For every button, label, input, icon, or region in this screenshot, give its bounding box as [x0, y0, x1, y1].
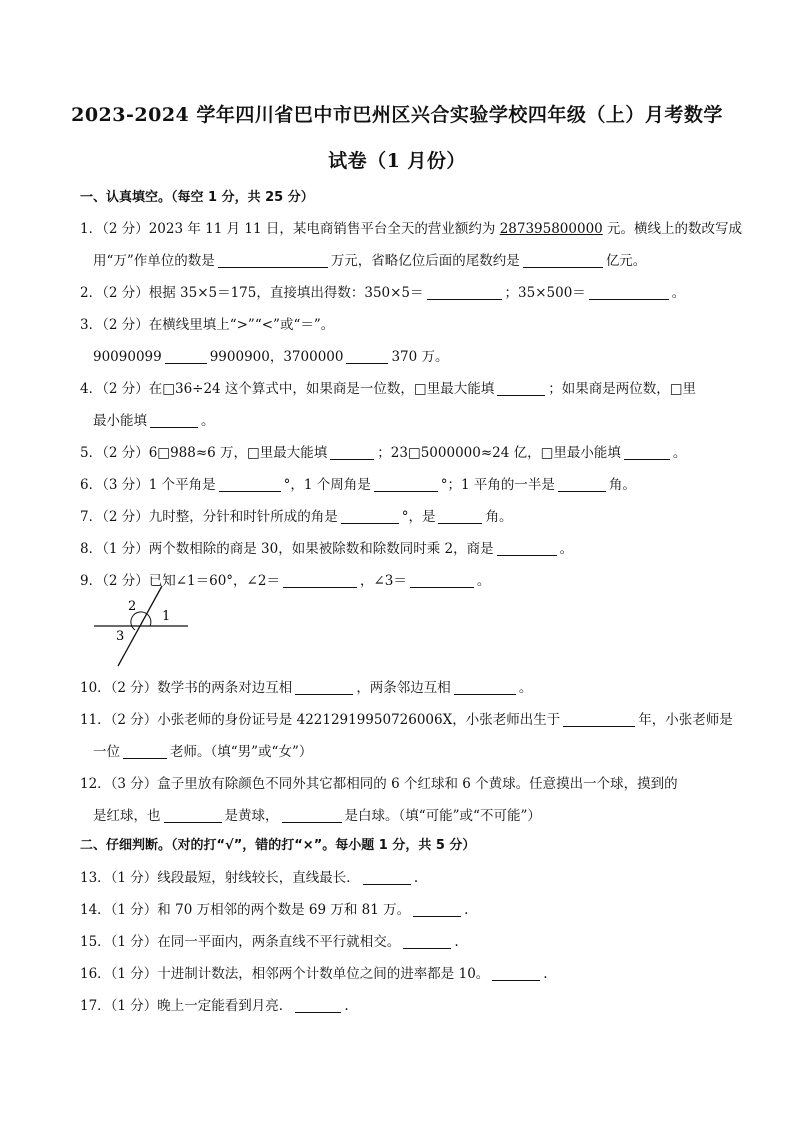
- question-15: 15．（1 分）在同一平面内，两条直线不平行就相交。 .: [80, 934, 459, 950]
- question-12-line2: 是红球，也 是黄球， 是白球。（填“可能”或“不可能”）: [93, 808, 541, 824]
- angle-diagram: [90, 584, 190, 670]
- question-14: 14．（1 分）和 70 万相邻的两个数是 69 万和 81 万。 .: [80, 902, 469, 918]
- answer-blank[interactable]: [123, 744, 167, 759]
- question-1-line2: 用“万”作单位的数是 万元，省略亿位后面的尾数约是 亿元。: [93, 253, 647, 269]
- answer-blank[interactable]: [346, 349, 388, 364]
- answer-blank[interactable]: [589, 285, 669, 300]
- answer-blank[interactable]: [410, 573, 474, 588]
- answer-blank[interactable]: [558, 477, 606, 492]
- question-5: 5．（2 分）6□988≈6 万，□里最大能填 ；23□5000000≈24 亿，□里最小能填 。: [80, 445, 687, 461]
- answer-blank[interactable]: [164, 808, 222, 823]
- question-2: 2．（2 分）根据 35×5＝175，直接填出得数：350×5＝ ；35×500＝ 。: [80, 285, 686, 301]
- angle-label-2: 2: [128, 599, 137, 614]
- angle-arc: [131, 612, 151, 630]
- answer-blank[interactable]: [150, 413, 198, 428]
- answer-blank[interactable]: [363, 870, 411, 885]
- answer-blank[interactable]: [341, 509, 399, 524]
- question-8: 8．（1 分）两个数相除的商是 30，如果被除数和除数同时乘 2，商是 。: [80, 541, 574, 557]
- question-9: 9．（2 分）已知∠1＝60°，∠2＝ ，∠3＝ 。: [80, 573, 491, 589]
- revenue-number: 287395800000: [499, 221, 603, 237]
- question-11-line1: 11．（2 分）小张老师的身份证号是 42212919950726006X，小张老师出生于 年，小张老师是: [80, 712, 733, 728]
- answer-blank[interactable]: [295, 680, 353, 695]
- answer-blank[interactable]: [427, 285, 502, 300]
- angle-label-1: 1: [162, 609, 171, 624]
- question-4-line1: 4．（2 分）在□36÷24 这个算式中，如果商是一位数，□里最大能填 ；如果商是两位数，□里: [80, 381, 696, 397]
- question-3-line2: 90090099 9900900，3700000 370 万。: [93, 349, 449, 365]
- answer-blank[interactable]: [438, 509, 482, 524]
- question-1-line1: 1．（2 分）2023 年 11 月 11 日，某电商销售平台全天的营业额约为 287395800000 元。横线上的数改写成: [80, 221, 743, 237]
- exam-title-line1: 2023-2024 学年四川省巴中市巴州区兴合实验学校四年级（上）月考数学: [71, 104, 723, 126]
- section-judgement-heading: 二、仔细判断。（对的打“√”，错的打“×”。每小题 1 分，共 5 分）: [80, 838, 476, 853]
- answer-blank[interactable]: [282, 808, 342, 823]
- answer-blank[interactable]: [330, 445, 374, 460]
- answer-blank[interactable]: [403, 934, 451, 949]
- answer-blank[interactable]: [523, 253, 603, 268]
- angle-label-3: 3: [116, 629, 125, 644]
- question-13: 13．（1 分）线段最短，射线较长，直线最长． .: [80, 870, 419, 886]
- question-12-line1: 12．（3 分）盒子里放有除颜色不同外其它都相同的 6 个红球和 6 个黄球。任意摸出一个球，摸到的: [80, 776, 678, 792]
- question-17: 17．（1 分）晚上一定能看到月亮． .: [80, 998, 349, 1014]
- answer-blank[interactable]: [295, 998, 341, 1013]
- answer-blank[interactable]: [219, 477, 281, 492]
- answer-blank[interactable]: [283, 573, 357, 588]
- answer-blank[interactable]: [218, 253, 328, 268]
- answer-blank[interactable]: [374, 477, 438, 492]
- answer-blank[interactable]: [497, 381, 545, 396]
- question-3-line1: 3．（2 分）在横线里填上“>”“<”或“＝”。: [80, 317, 335, 333]
- question-16: 16．（1 分）十进制计数法，相邻两个计数单位之间的进率都是 10。 .: [80, 966, 548, 982]
- answer-blank[interactable]: [413, 902, 461, 917]
- answer-blank[interactable]: [492, 966, 540, 981]
- question-10: 10．（2 分）数学书的两条对边互相 ，两条邻边互相 。: [80, 680, 533, 696]
- question-6: 6．（3 分）1 个平角是 °，1 个周角是 °；1 平角的一半是 角。: [80, 477, 636, 493]
- question-7: 7．（2 分）九时整，分针和时针所成的角是 °，是 角。: [80, 509, 513, 525]
- answer-blank[interactable]: [624, 445, 670, 460]
- answer-blank[interactable]: [497, 541, 557, 556]
- answer-blank[interactable]: [454, 680, 516, 695]
- answer-blank[interactable]: [165, 349, 207, 364]
- section-fill-in-heading: 一、认真填空。（每空 1 分，共 25 分）: [80, 190, 314, 205]
- question-4-line2: 最小能填 。: [93, 413, 215, 429]
- answer-blank[interactable]: [563, 712, 635, 727]
- exam-title-line2: 试卷（1 月份）: [328, 150, 466, 172]
- question-11-line2: 一位 老师。（填“男”或“女”）: [93, 744, 313, 760]
